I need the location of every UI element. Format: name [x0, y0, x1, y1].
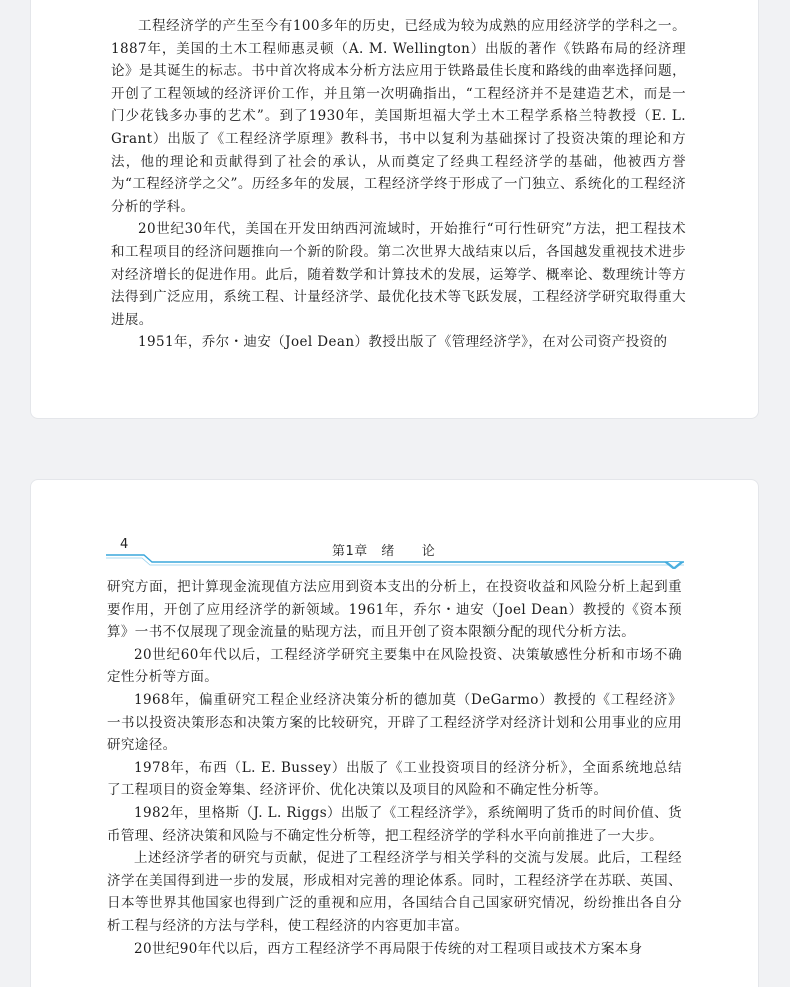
paragraph: 1968年，偏重研究工程企业经济决策分析的德加莫（DeGarmo）教授的《工程经济》一书以投资决策形态和决策方案的比较研究，开辟了工程经济学对经济计划和公用事业的应用研究途径。 [107, 691, 682, 754]
paragraph: 20世纪60年代以后，工程经济学研究主要集中在风险投资、决策敏感性分析和市场不确定性分析等方面。 [107, 646, 682, 686]
document-page-top [30, 0, 759, 419]
paragraph: 1951年，乔尔・迪安（Joel Dean）教授出版了《管理经济学》，在对公司资产投资的 [138, 334, 668, 351]
paragraph: 1982年，里格斯（J. L. Riggs）出版了《工程经济学》，系统阐明了货币的时间价值、货币管理、经济决策和风险与不确定性分析等，把工程经济学的学科水平向前推进了一大步。 [107, 804, 682, 844]
paragraph: 20世纪30年代，美国在开发田纳西河流域时，开始推行“可行性研究”方法，把工程技术和工程项目的经济问题推向一个新的阶段。第二次世界大战结束以后，各国越发重视技术进步对经济增长的促进作用。此后，随着数学和计算技术的发展，运筹学、概率论、数理统计等方法得到广泛应用，系统工程、计量经济学、最优化技术等飞跃发展，工程经济学研究取得重大进展。 [111, 221, 686, 328]
running-header [106, 535, 684, 569]
paragraph: 1978年，布西（L. E. Bussey）出版了《工业投资项目的经济分析》，全面系统地总结了工程项目的资金筹集、经济评价、优化决策以及项目的风险和不确定性分析等。 [107, 759, 682, 799]
paragraph: 上述经济学者的研究与贡献，促进了工程经济学与相关学科的交流与发展。此后，工程经济学在美国得到进一步的发展，形成相对完善的理论体系。同时，工程经济学在苏联、英国、日本等世界其他国家也得到广泛的重视和应用，各国结合自己国家研究情况，纷纷推出各自分析工程与经济的方法与学科，使工程经济的内容更加丰富。 [107, 850, 682, 934]
paragraph: 工程经济学的产生至今有100多年的历史，已经成为较为成熟的应用经济学的学科之一。1887年，美国的土木工程师惠灵顿（A. M. Wellington）出版的著作《铁路布局的经济理论》是其诞生的标志。书中首次将成本分析方法应用于铁路最佳长度和路线的曲率选择问题，开创了工程领域的经济评价工作，并且第一次明确指出，“工程经济并不是建造艺术，而是一门少花钱多办事的艺术”。到了1930年，美国斯坦福大学土木工程学系格兰特教授（E. L. Grant）出版了《工程经济学原理》教科书，书中以复利为基础探讨了投资决策的理论和方法，他的理论和贡献得到了社会的承认，从而奠定了经典工程经济学的基础，他被西方誉为“工程经济学之父”。历经多年的发展，工程经济学终于形成了一门独立、系统化的工程经济分析的学科。 [111, 18, 686, 215]
paragraph: 20世纪90年代以后，西方工程经济学不再局限于传统的对工程项目或技术方案本身 [134, 940, 643, 957]
page-bottom-body [107, 576, 682, 960]
page-top-body [111, 15, 686, 354]
chapter-title: 第1章 绪 论 [332, 544, 436, 559]
page-number: 4 [120, 537, 129, 552]
document-page-bottom [30, 479, 759, 987]
paragraph-continuation: 研究方面，把计算现金流现值方法应用到资本支出的分析上，在投资收益和风险分析上起到重要作用，开创了应用经济学的新领域。1961年，乔尔・迪安（Joel Dean）教授的《资本预算》一书不仅展现了现金流量的贴现方法，而且开创了资本限额分配的现代分析方法。 [107, 579, 682, 641]
